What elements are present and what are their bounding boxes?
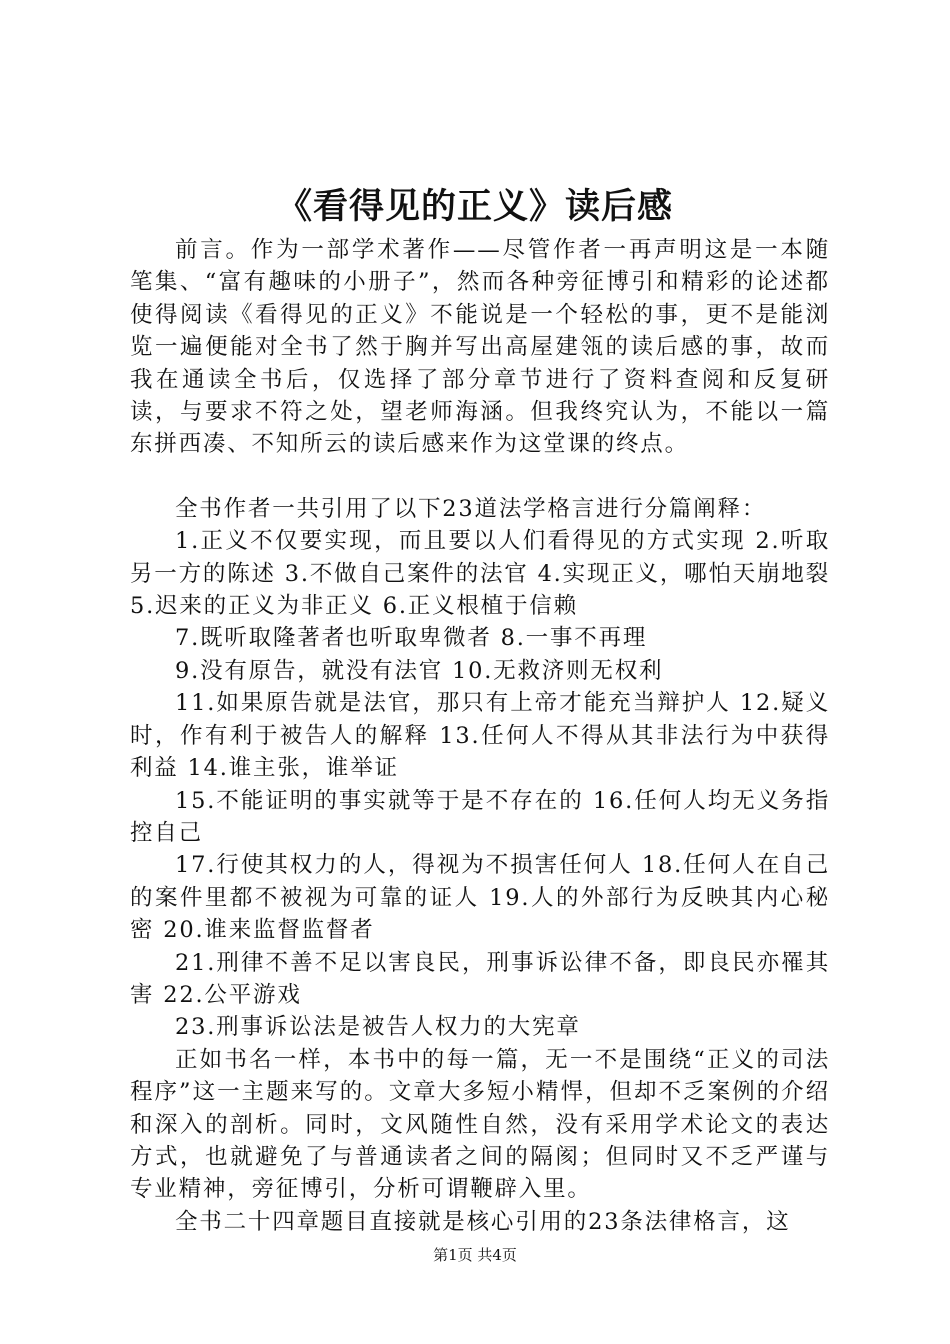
page-number-footer: 第1页 共4页 xyxy=(433,1246,517,1264)
paragraph-maxims-11-14: 11.如果原告就是法官，那只有上帝才能充当辩护人 12.疑义时，作有利于被告人的解释 13.任何人不得从其非法行为中获得利益 14.谁主张，谁举证 xyxy=(130,690,830,782)
paragraph-maxims-21-22: 21.刑律不善不足以害良民，刑事诉讼律不备，即良民亦罹其害 22.公平游戏 xyxy=(130,949,830,1008)
paragraph-book-theme: 正如书名一样，本书中的每一篇，无一不是围绕“正义的司法程序”这一主题来写的。文章大多短小精悍，但却不乏案例的介绍和深入的剖析。同时，文风随性自然，没有采用学术论文的表达方式，也就避免了与普通读者之间的隔阂；但同时又不乏严谨与专业精神，旁征博引，分析可谓鞭辟入里。 xyxy=(130,1046,830,1203)
blank-line xyxy=(130,461,830,493)
paragraph-maxims-1-6: 1.正义不仅要实现，而且要以人们看得见的方式实现 2.听取另一方的陈述 3.不做自己案件的法官 4.实现正义，哪怕天崩地裂 5.迟来的正义为非正义 6.正义根植于信赖 xyxy=(130,528,830,620)
paragraph-maxim-23: 23.刑事诉讼法是被告人权力的大宪章 xyxy=(175,1014,581,1041)
paragraph-maxims-9-10: 9.没有原告，就没有法官 10.无救济则无权利 xyxy=(175,657,664,684)
document-title: 《看得见的正义》读后感 xyxy=(276,186,673,227)
paragraph-intro-maxims: 全书作者一共引用了以下23道法学格言进行分篇阐释： xyxy=(175,495,767,522)
paragraph-preface: 前言。作为一部学术著作——尽管作者一再声明这是一本随笔集、“富有趣味的小册子”，然而各种旁征博引和精彩的论述都使得阅读《看得见的正义》不能说是一个轻松的事，更不是能浏览一遍便能对全书了然于胸并写出高屋建瓴的读后感的事，故而我在通读全书后，仅选择了部分章节进行了资料查阅和反复研读，与要求不符之处，望老师海涵。但我终究认为，不能以一篇东拼西凑、不知所云的读后感来作为这堂课的终点。 xyxy=(130,237,830,458)
paragraph-maxims-7-8: 7.既听取隆著者也听取卑微者 8.一事不再理 xyxy=(175,625,648,652)
paragraph-maxims-17-20: 17.行使其权力的人，得视为不损害任何人 18.任何人在自己的案件里都不被视为可靠的证人 19.人的外部行为反映其内心秘密 20.谁来监督监督者 xyxy=(130,852,830,944)
paragraph-maxims-15-16: 15.不能证明的事实就等于是不存在的 16.任何人均无义务指控自己 xyxy=(130,787,830,846)
paragraph-chapters: 全书二十四章题目直接就是核心引用的23条法律格言，这 xyxy=(175,1208,791,1235)
document-body xyxy=(130,234,830,1238)
